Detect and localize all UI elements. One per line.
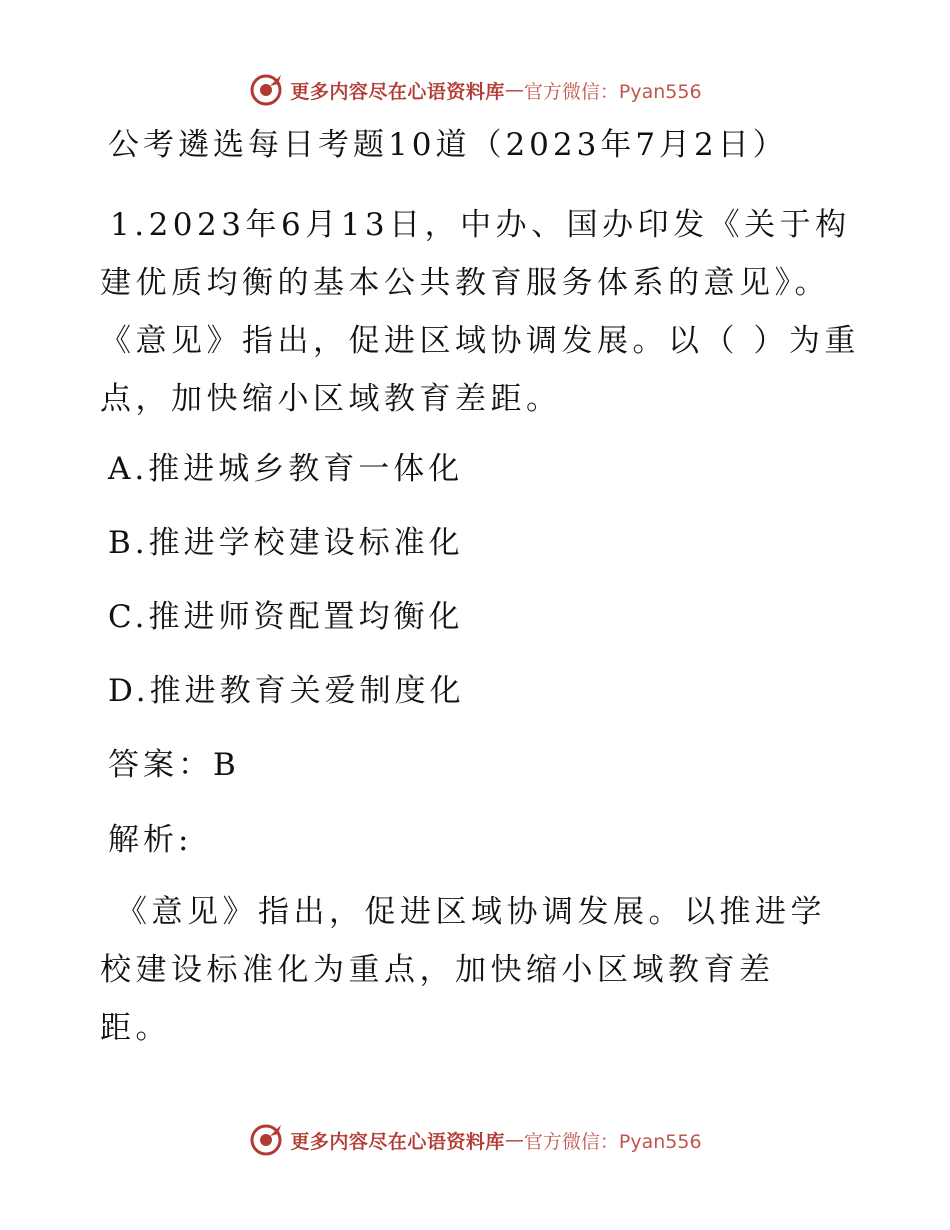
answer: 答案：B <box>108 747 240 783</box>
analysis-text: 《意见》指出，促进区域协调发展。以推进学校建设标准化为重点，加快缩小区域教育差距。 <box>100 894 826 1046</box>
footer-banner <box>0 1120 950 1160</box>
banner-dash: — <box>504 1129 524 1151</box>
banner-wechat: 官方微信：Pyan556 <box>523 1130 702 1153</box>
banner-dash: — <box>504 79 524 101</box>
option-c: C.推进师资配置均衡化 <box>108 599 464 635</box>
quill-circle-logo-icon <box>248 1122 284 1158</box>
option-b: B.推进学校建设标准化 <box>108 525 464 561</box>
option-d: D.推进教育关爱制度化 <box>108 673 465 709</box>
question-text: 1.2023年6月13日，中办、国办印发《关于构建优质均衡的基本公共教育服务体系的意见》。《意见》指出，促进区域协调发展。以（ ）为重点，加快缩小区域教育差距。 <box>100 207 860 417</box>
banner-brand: 更多内容尽在心语资料库 <box>290 80 505 103</box>
header-banner <box>0 70 950 110</box>
quill-circle-logo-icon <box>248 72 284 108</box>
option-a: A.推进城乡教育一体化 <box>108 451 464 487</box>
banner-brand: 更多内容尽在心语资料库 <box>290 1130 505 1153</box>
banner-wechat: 官方微信：Pyan556 <box>523 80 702 103</box>
analysis-label: 解析: <box>108 822 193 858</box>
page-title: 公考遴选每日考题10道（2023年7月2日） <box>108 127 788 163</box>
